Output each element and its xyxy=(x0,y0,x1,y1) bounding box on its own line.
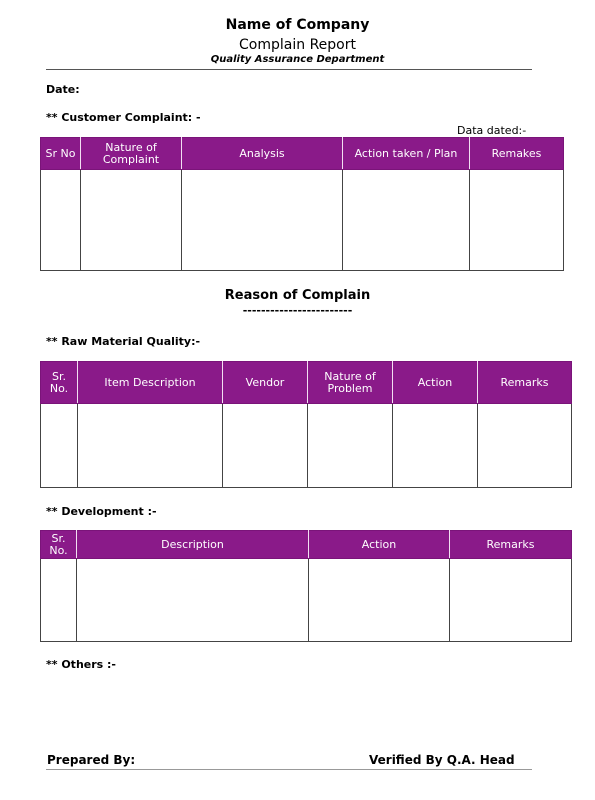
reason-underline: ------------------------ xyxy=(242,304,353,317)
verified-by-label: Verified By Q.A. Head xyxy=(369,753,515,767)
cell[interactable] xyxy=(470,170,564,271)
company-name: Name of Company xyxy=(225,17,370,33)
customer-complaint-heading: ** Customer Complaint: - xyxy=(46,111,201,124)
cell[interactable] xyxy=(450,559,572,642)
table-row xyxy=(41,559,572,642)
col-nature-of-complaint: Nature of Complaint xyxy=(81,138,182,170)
report-title: Complain Report xyxy=(239,37,356,53)
reason-of-complain-title: Reason of Complain xyxy=(224,288,371,303)
development-heading: ** Development :- xyxy=(46,505,157,518)
col-sr-no: Sr No xyxy=(41,138,81,170)
table-row xyxy=(41,404,572,488)
development-table xyxy=(40,530,572,642)
col-analysis: Analysis xyxy=(182,138,343,170)
col-remarks: Remarks xyxy=(450,531,572,559)
col-nature-of-problem: Nature of Problem xyxy=(308,362,393,404)
footer-divider xyxy=(46,769,532,770)
cell[interactable] xyxy=(41,404,78,488)
col-action: Action xyxy=(309,531,450,559)
data-dated-label: Data dated:- xyxy=(457,124,527,137)
cell[interactable] xyxy=(393,404,478,488)
prepared-by-label: Prepared By: xyxy=(47,753,136,767)
col-item-description: Item Description xyxy=(78,362,223,404)
col-description: Description xyxy=(77,531,309,559)
col-action: Action xyxy=(393,362,478,404)
cell[interactable] xyxy=(223,404,308,488)
cell[interactable] xyxy=(41,559,77,642)
cell[interactable] xyxy=(41,170,81,271)
col-action-taken: Action taken / Plan xyxy=(343,138,470,170)
cell[interactable] xyxy=(182,170,343,271)
col-vendor: Vendor xyxy=(223,362,308,404)
table-row xyxy=(41,170,564,271)
col-sr-no: Sr. No. xyxy=(41,531,77,559)
col-sr-no: Sr. No. xyxy=(41,362,78,404)
raw-material-heading: ** Raw Material Quality:- xyxy=(46,335,201,348)
cell[interactable] xyxy=(309,559,450,642)
cell[interactable] xyxy=(78,404,223,488)
header-divider xyxy=(46,69,532,70)
date-label: Date: xyxy=(46,83,80,96)
col-remakes: Remakes xyxy=(470,138,564,170)
cell[interactable] xyxy=(343,170,470,271)
raw-material-table xyxy=(40,361,572,488)
cell[interactable] xyxy=(77,559,309,642)
department-name: Quality Assurance Department xyxy=(210,54,385,65)
others-heading: ** Others :- xyxy=(46,658,117,671)
cell[interactable] xyxy=(308,404,393,488)
col-remarks: Remarks xyxy=(478,362,572,404)
customer-complaint-table xyxy=(40,137,564,271)
cell[interactable] xyxy=(478,404,572,488)
cell[interactable] xyxy=(81,170,182,271)
